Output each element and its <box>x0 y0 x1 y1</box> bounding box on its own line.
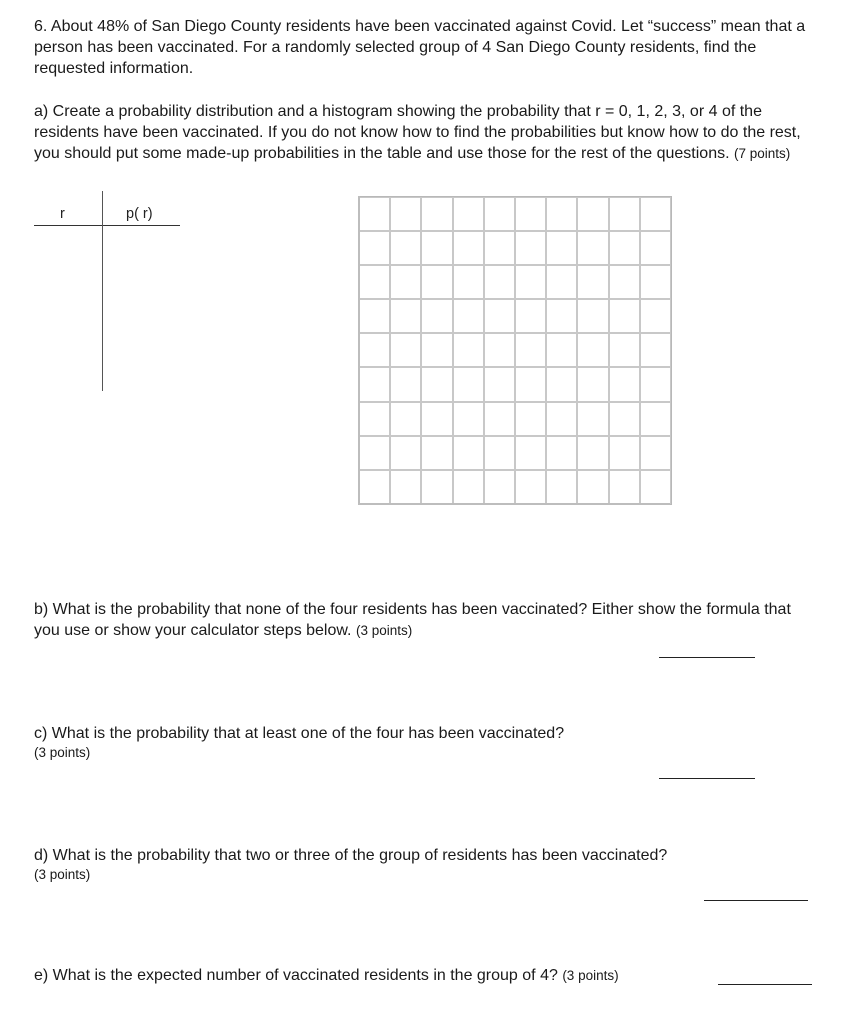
grid-cell <box>390 265 421 299</box>
question-b-points: (3 points) <box>355 623 413 638</box>
grid-cell <box>640 436 671 470</box>
grid-cell <box>453 333 484 367</box>
answer-line-e[interactable] <box>718 984 812 985</box>
question-b-text: b) What is the probability that none of the four residents has been vaccinated? Either show the formula that you use or show your calculator steps below. <box>34 601 791 639</box>
grid-cell <box>421 367 452 401</box>
grid-cell <box>484 436 515 470</box>
grid-cell <box>421 231 452 265</box>
grid-cell <box>577 197 608 231</box>
grid-cell <box>640 197 671 231</box>
grid-cell <box>484 231 515 265</box>
question-d-points: (3 points) <box>34 867 91 882</box>
grid-cell <box>359 402 390 436</box>
grid-cell <box>359 470 390 504</box>
grid-cell <box>390 299 421 333</box>
question-b <box>34 599 804 641</box>
grid-cell <box>515 470 546 504</box>
grid-cell <box>390 231 421 265</box>
grid-cell <box>359 197 390 231</box>
grid-cell <box>577 299 608 333</box>
grid-cell <box>546 231 577 265</box>
grid-cell <box>609 333 640 367</box>
probability-table <box>34 205 180 391</box>
grid-cell <box>453 402 484 436</box>
grid-cell <box>640 231 671 265</box>
grid-cell <box>515 299 546 333</box>
grid-cell <box>390 333 421 367</box>
grid-cell <box>359 231 390 265</box>
table-divider <box>102 191 103 391</box>
question-a-text: a) Create a probability distribution and a histogram showing the probability that r = 0, 1, 2, 3, or 4 of the residents have been vaccinated. If you do not know how to find the probabilities but know how to do the rest, you should put some made-up probabilities in the table and use those for the rest of the questions. <box>34 103 801 162</box>
answer-line-c[interactable] <box>659 778 755 779</box>
grid-cell <box>453 367 484 401</box>
grid-cell <box>577 367 608 401</box>
grid-cell <box>421 402 452 436</box>
grid-cell <box>453 231 484 265</box>
grid-cell <box>609 231 640 265</box>
grid-cell <box>359 333 390 367</box>
grid-cell <box>609 402 640 436</box>
grid-cell <box>484 470 515 504</box>
grid-cell <box>546 367 577 401</box>
grid-cell <box>359 367 390 401</box>
question-d <box>34 845 824 884</box>
grid-cell <box>453 470 484 504</box>
grid-cell <box>421 470 452 504</box>
question-c-text: c) What is the probability that at least one of the four has been vaccinated? <box>34 725 565 742</box>
question-a <box>34 101 824 164</box>
question-e <box>34 965 824 986</box>
grid-cell <box>640 367 671 401</box>
grid-cell <box>484 402 515 436</box>
grid-cell <box>453 265 484 299</box>
grid-cell <box>390 402 421 436</box>
grid-cell <box>640 333 671 367</box>
grid-cell <box>421 197 452 231</box>
grid-cell <box>359 265 390 299</box>
table-header-r: r <box>60 206 65 222</box>
grid-cell <box>546 333 577 367</box>
grid-cell <box>546 436 577 470</box>
grid-cell <box>609 265 640 299</box>
grid-cell <box>577 436 608 470</box>
question-e-text: e) What is the expected number of vaccinated residents in the group of 4? <box>34 967 558 984</box>
table-header-pr: p( r) <box>126 206 153 222</box>
grid-cell <box>359 299 390 333</box>
grid-cell <box>546 265 577 299</box>
answer-line-b[interactable] <box>659 657 755 658</box>
question-e-points: (3 points) <box>562 968 619 983</box>
grid-cell <box>515 367 546 401</box>
grid-cell <box>609 197 640 231</box>
question-c-points: (3 points) <box>34 745 91 760</box>
grid-cell <box>453 299 484 333</box>
grid-cell <box>515 402 546 436</box>
grid-cell <box>515 231 546 265</box>
grid-cell <box>390 197 421 231</box>
grid-cell <box>577 470 608 504</box>
grid-cell <box>546 197 577 231</box>
grid-cell <box>609 470 640 504</box>
grid-cell <box>390 436 421 470</box>
grid-cell <box>577 333 608 367</box>
answer-line-d[interactable] <box>704 900 808 901</box>
grid-cell <box>609 299 640 333</box>
grid-cell <box>577 231 608 265</box>
grid-cell <box>421 265 452 299</box>
grid-left-edge <box>358 196 360 505</box>
grid-cell <box>453 436 484 470</box>
grid-cell <box>515 265 546 299</box>
grid-cell <box>577 402 608 436</box>
grid-cell <box>640 470 671 504</box>
question-a-points: (7 points) <box>734 146 791 161</box>
question-c <box>34 723 824 762</box>
grid-cell <box>390 470 421 504</box>
grid-cell <box>421 299 452 333</box>
grid-cell <box>421 436 452 470</box>
grid-cell <box>421 333 452 367</box>
grid-cell <box>484 265 515 299</box>
grid-cell <box>453 197 484 231</box>
grid-cell <box>484 333 515 367</box>
histogram-grid[interactable] <box>358 196 672 505</box>
question-d-text: d) What is the probability that two or three of the group of residents has been vaccinated? <box>34 847 668 864</box>
grid-bottom-edge <box>358 503 670 505</box>
grid-cell <box>359 436 390 470</box>
grid-cell <box>515 197 546 231</box>
grid-cell <box>609 367 640 401</box>
grid-cell <box>390 367 421 401</box>
grid-cell <box>577 265 608 299</box>
grid-cell <box>546 470 577 504</box>
grid-cell <box>609 436 640 470</box>
problem-intro: 6. About 48% of San Diego County residents have been vaccinated against Covid. Let “success” mean that a person has been vaccinated. For a randomly selected group of 4 San Diego County residents, find the requested information. <box>34 18 806 77</box>
table-header-rule <box>34 225 180 226</box>
grid-cell <box>640 299 671 333</box>
grid-cell <box>515 436 546 470</box>
grid-cell <box>640 402 671 436</box>
grid-cell <box>640 265 671 299</box>
grid-cell <box>546 299 577 333</box>
grid-cell <box>515 333 546 367</box>
grid-cell <box>484 197 515 231</box>
grid-cell <box>546 402 577 436</box>
grid-cell <box>484 299 515 333</box>
grid-cell <box>484 367 515 401</box>
